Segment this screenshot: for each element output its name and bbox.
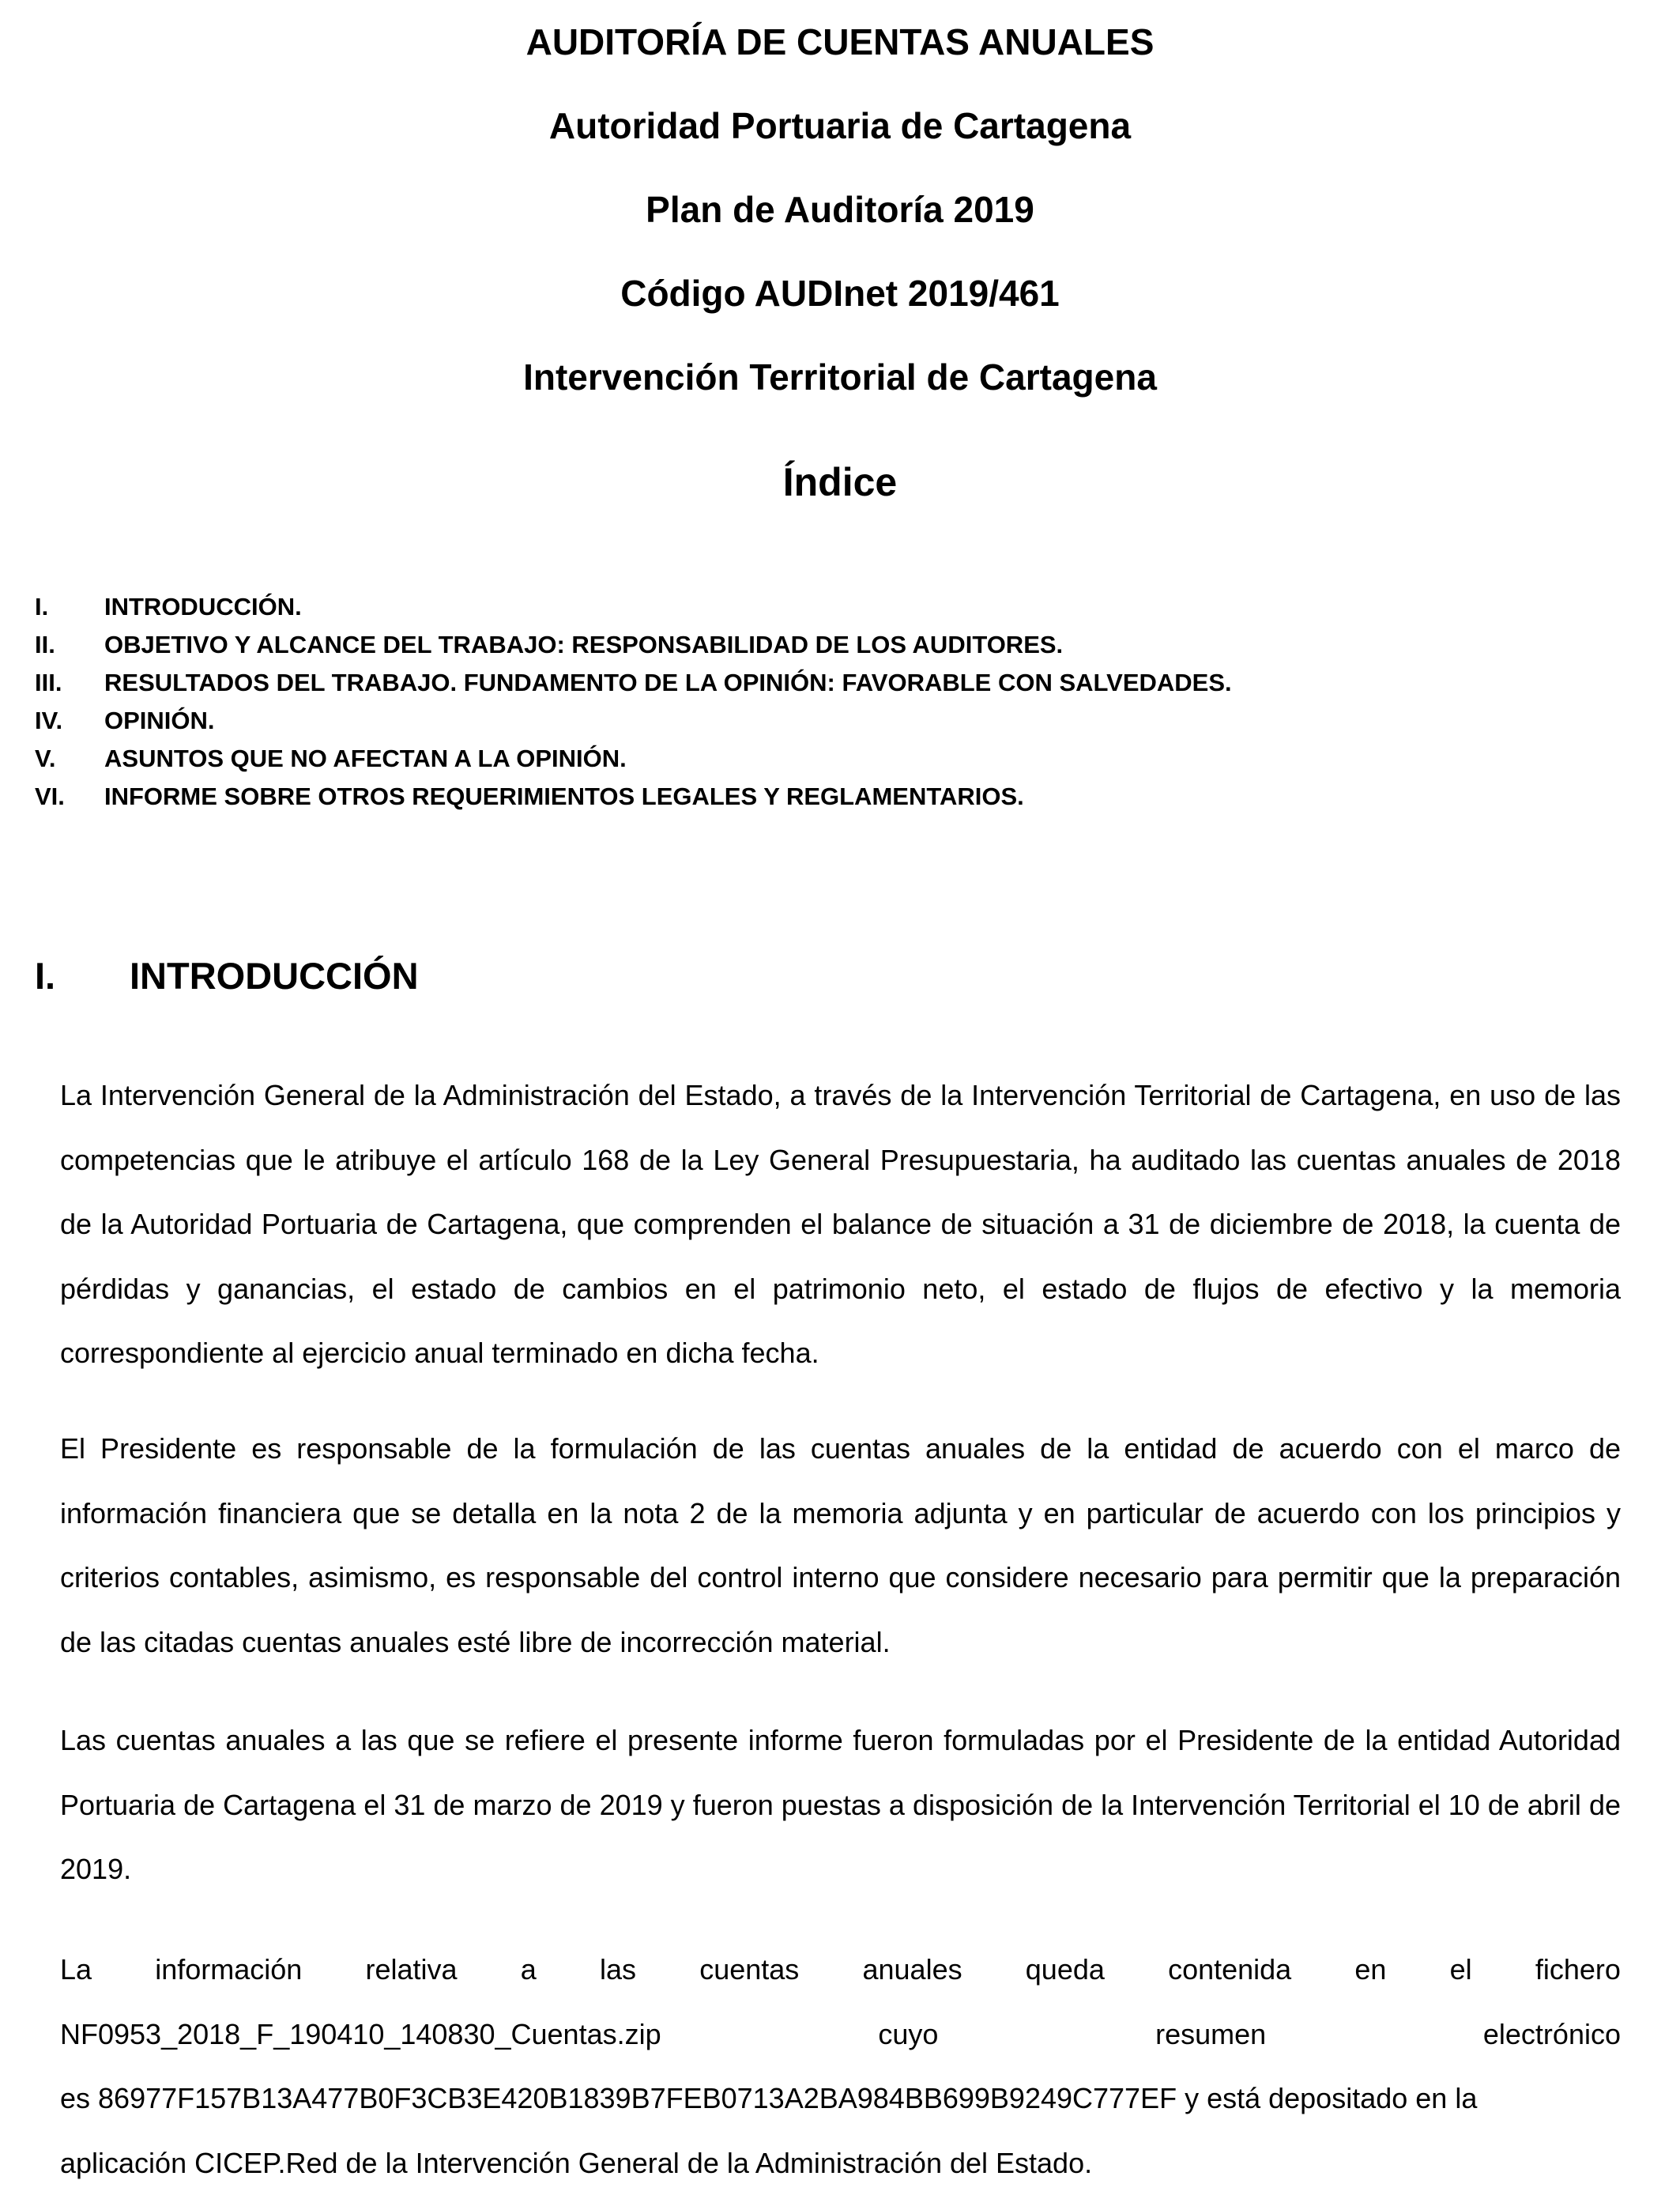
word: cuyo xyxy=(878,2002,938,2067)
toc-item-number: VI. xyxy=(35,778,104,816)
word: resumen xyxy=(1155,2002,1266,2067)
word: las xyxy=(600,1937,636,2002)
toc-item-label: INTRODUCCIÓN. xyxy=(104,588,302,626)
toc-item-label: RESULTADOS DEL TRABAJO. FUNDAMENTO DE LA OPINIÓN: FAVORABLE CON SALVEDADES. xyxy=(104,664,1232,702)
index-heading: Índice xyxy=(0,451,1680,514)
toc-item-number: IV. xyxy=(35,702,104,740)
toc-item-number: V. xyxy=(35,740,104,778)
toc-item xyxy=(35,626,1615,664)
toc-item-number: III. xyxy=(35,664,104,702)
file-info-line-4: aplicación CICEP.Red de la Intervención General de la Administración del Estado. xyxy=(60,2131,1621,2195)
toc-item-number: I. xyxy=(35,588,104,626)
toc-item-number: II. xyxy=(35,626,104,664)
paragraph-intro: La Intervención General de la Administración del Estado, a través de la Intervención Territorial de Cartagena, en uso de las competencias que le atribuye el artículo 168 de la Ley General Presupuestaria, ha auditado las cuentas anuales de 2018 de la Autoridad Portuaria de Cartagena, que comprenden el balance de situación a 31 de diciembre de 2018, la cuenta de pérdidas y ganancias, el estado de cambios en el patrimonio neto, el estado de flujos de efectivo y la memoria correspondiente al ejercicio anual terminado en dicha fecha. xyxy=(60,1063,1621,1386)
document-title-block xyxy=(0,0,1680,419)
title-line: Código AUDInet 2019/461 xyxy=(0,251,1680,335)
file-hash-line: es 86977F157B13A477B0F3CB3E420B1839B7FEB0713A2BA984BB699B9249C777EF y está depositado en la xyxy=(60,2066,1621,2131)
toc-item-label: INFORME SOBRE OTROS REQUERIMIENTOS LEGALES Y REGLAMENTARIOS. xyxy=(104,778,1024,816)
title-line: Intervención Territorial de Cartagena xyxy=(0,335,1680,419)
paragraph-file-info xyxy=(60,1937,1621,2195)
word: La xyxy=(60,1937,92,2002)
word: fichero xyxy=(1535,1937,1621,2002)
paragraph-responsibility: El Presidente es responsable de la formulación de las cuentas anuales de la entidad de acuerdo con el marco de información financiera que se detalla en la nota 2 de la memoria adjunta y en particular de acuerdo con los principios y criterios contables, asimismo, es responsable del control interno que considere necesario para permitir que la preparación de las citadas cuentas anuales esté libre de incorrección material. xyxy=(60,1416,1621,1674)
title-line: Plan de Auditoría 2019 xyxy=(0,168,1680,251)
toc-item-label: ASUNTOS QUE NO AFECTAN A LA OPINIÓN. xyxy=(104,740,627,778)
toc-item xyxy=(35,664,1615,702)
word: anuales xyxy=(862,1937,962,2002)
word: queda xyxy=(1026,1937,1105,2002)
toc-item xyxy=(35,778,1615,816)
word: información xyxy=(155,1937,302,2002)
word: el xyxy=(1450,1937,1472,2002)
word: en xyxy=(1354,1937,1386,2002)
word: relativa xyxy=(366,1937,458,2002)
word: cuentas xyxy=(699,1937,799,2002)
file-info-line-2 xyxy=(60,2002,1621,2067)
title-line: AUDITORÍA DE CUENTAS ANUALES xyxy=(0,0,1680,84)
table-of-contents xyxy=(35,588,1615,816)
title-line: Autoridad Portuaria de Cartagena xyxy=(0,84,1680,168)
toc-item xyxy=(35,740,1615,778)
paragraph-formulation: Las cuentas anuales a las que se refiere el presente informe fueron formuladas por el Presidente de la entidad Autoridad Portuaria de Cartagena el 31 de marzo de 2019 y fueron puestas a disposición de la Intervención Territorial el 10 de abril de 2019. xyxy=(60,1708,1621,1902)
file-name: NF0953_2018_F_190410_140830_Cuentas.zip xyxy=(60,2002,661,2067)
toc-item xyxy=(35,588,1615,626)
file-info-line-1 xyxy=(60,1937,1621,2002)
word: a xyxy=(521,1937,537,2002)
section-heading xyxy=(35,945,419,1008)
word: contenida xyxy=(1168,1937,1291,2002)
section-title: INTRODUCCIÓN xyxy=(130,945,419,1008)
toc-item xyxy=(35,702,1615,740)
toc-item-label: OBJETIVO Y ALCANCE DEL TRABAJO: RESPONSABILIDAD DE LOS AUDITORES. xyxy=(104,626,1063,664)
section-number: I. xyxy=(35,945,130,1008)
word: electrónico xyxy=(1483,2002,1621,2067)
toc-item-label: OPINIÓN. xyxy=(104,702,215,740)
